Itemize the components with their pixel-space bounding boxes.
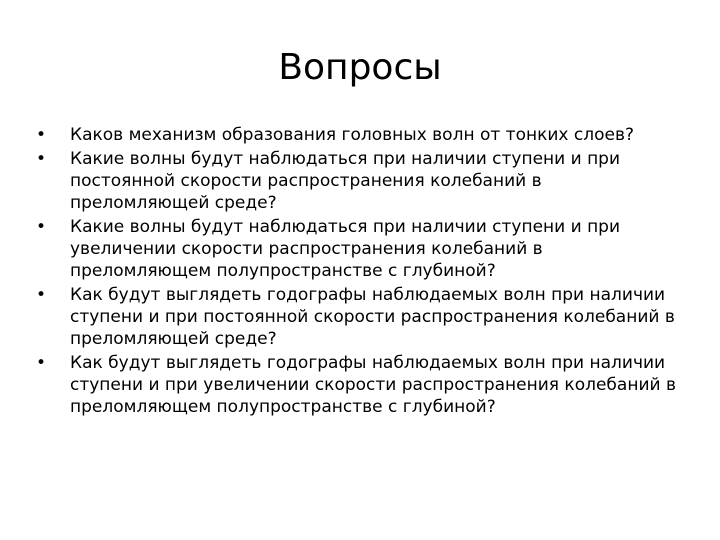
list-item (36, 352, 676, 418)
bullet-icon: • (36, 125, 47, 145)
list-item (36, 216, 676, 282)
list-item-text: Как будут выглядеть годографы наблюдаемых волн при наличии ступени и при постоянной скорости распространения колебаний в преломляющей среде? (70, 285, 675, 349)
bullet-list (36, 124, 676, 420)
bullet-icon: • (36, 285, 47, 305)
bullet-icon: • (36, 217, 47, 237)
list-item-text: Каков механизм образования головных волн от тонких слоев? (70, 125, 634, 145)
list-item (36, 124, 676, 146)
list-item-text: Какие волны будут наблюдаться при наличии ступени и при увеличении скорости распространения колебаний в преломляющем полупространстве с глубиной? (70, 217, 621, 281)
list-item-text: Как будут выглядеть годографы наблюдаемых волн при наличии ступени и при увеличении скорости распространения колебаний в преломляющем полупространстве с глубиной? (70, 353, 676, 417)
list-item (36, 148, 676, 214)
bullet-icon: • (36, 149, 47, 169)
bullet-icon: • (36, 353, 47, 373)
list-item-text: Какие волны будут наблюдаться при наличии ступени и при постоянной скорости распространения колебаний в преломляющей среде? (70, 149, 621, 213)
list-item (36, 284, 676, 350)
slide-title: Вопросы (278, 47, 442, 88)
